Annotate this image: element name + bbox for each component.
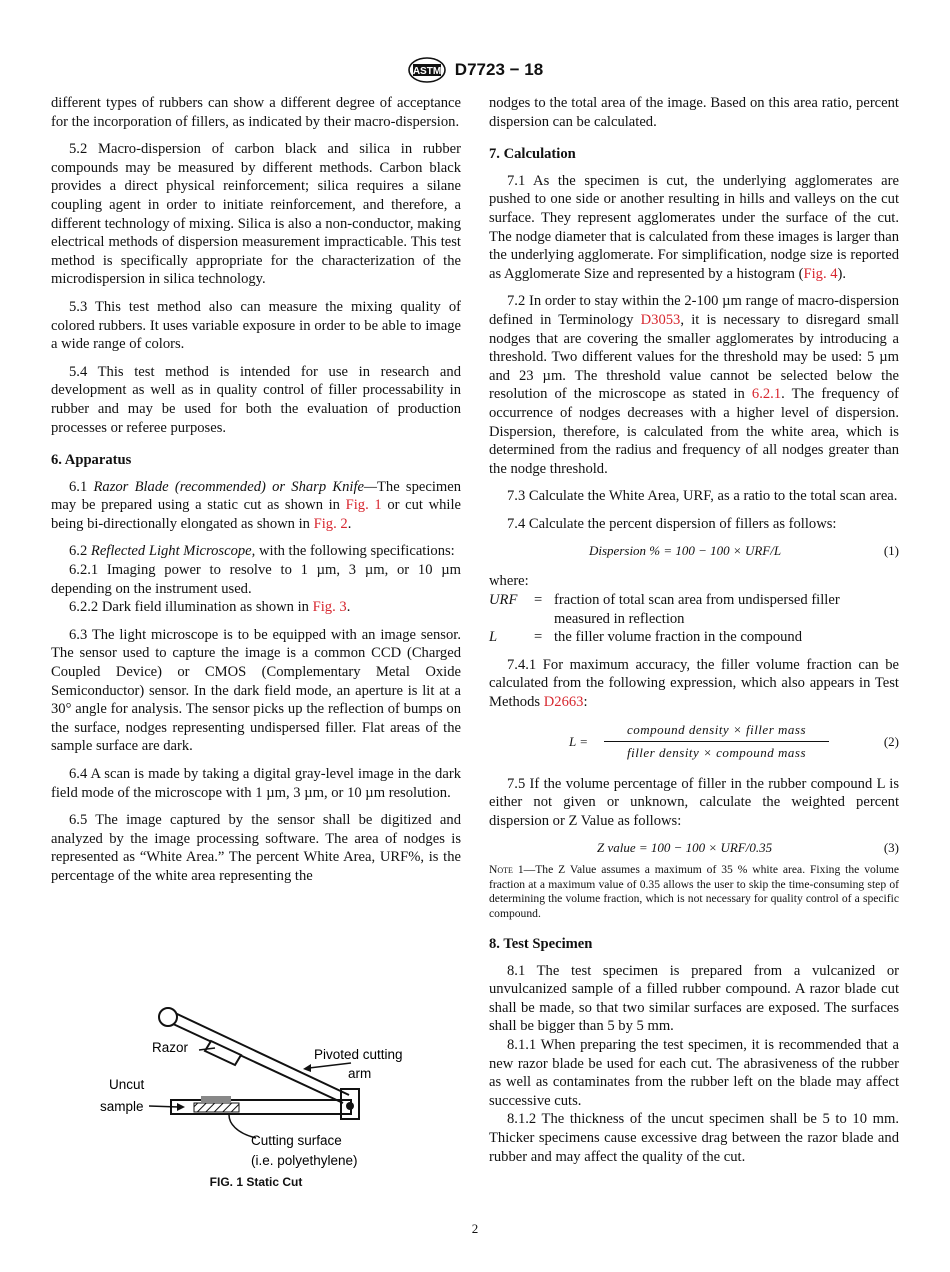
label-surface-line2: (i.e. polyethylene): [251, 1153, 358, 1168]
paragraph-7-1: 7.1 As the specimen is cut, the underlying agglomerates are pushed to one side or another resulting in hills and valleys on the cut surface. They represent agglomerates under the surface of the cut. The nodge diameter that is calculated from these images is larger than the underlying agglomerate. For simplification, nodge size is reported as Agglomerate Size and represented by a histogram (Fig. 4).: [489, 172, 899, 282]
fig-2-link[interactable]: Fig. 2: [313, 515, 348, 532]
label-razor: Razor: [152, 1040, 189, 1055]
paragraph-7-3: 7.3 Calculate the White Area, URF, as a ratio to the total scan area.: [507, 488, 898, 505]
paragraph-6-5: 6.5 The image captured by the sensor shall be digitized and analyzed by the image processing software. The area of nodges is represented as “White Area.” The percent White Area, URF%, is the percentage of the white area representing the: [51, 812, 461, 884]
section-7-heading: 7. Calculation: [489, 146, 576, 163]
paragraph-7-4: 7.4 Calculate the percent dispersion of fillers as follows:: [507, 515, 837, 532]
section-6-heading: 6. Apparatus: [51, 452, 132, 469]
section-8-heading: 8. Test Specimen: [489, 936, 593, 953]
astm-logo-icon: [407, 56, 447, 84]
paragraph-8-1-1: 8.1.1 When preparing the test specimen, it is recommended that a new razor blade be used for each cut. The abrasiveness of the rubber as well as contaminates from the rubber left on the blade may affect successive cuts.: [489, 1037, 899, 1109]
variable-definitions: [489, 591, 899, 647]
fig-3-link[interactable]: Fig. 3: [312, 599, 347, 616]
equation-1: Dispersion % = 100 − 100 × URF/L (1): [589, 543, 899, 559]
paragraph-5-2: 5.2 Macro-dispersion of carbon black and silica in rubber compounds may be measured by different methods. Carbon black provides a direct physical reinforcement; silica requires a silane coupling agent in order to initiate reinforcement, and therefore, a different technology of mixing. Silica is also a non-conductor, making electrical methods of dispersion measurement impracticable. This test method is specifically appropriate for the characterization of the microdispersion in silica technology.: [51, 141, 461, 288]
fig-1-link[interactable]: Fig. 1: [345, 497, 382, 514]
paragraph-6-5-continued: nodges to the total area of the image. Based on this area ratio, percent dispersion can be calculated.: [489, 95, 899, 130]
document-id: D7723 − 18: [454, 60, 544, 79]
figure-1: [51, 1003, 461, 1193]
paragraph-6-1: 6.1 Razor Blade (recommended) or Sharp Knife—The specimen may be prepared using a static cut as shown in Fig. 1 or cut while being bi-directionally elongated as shown in Fig. 2.: [51, 478, 462, 532]
label-pivot-line2: arm: [348, 1066, 372, 1081]
paragraph-6-2-1: 6.2.1 Imaging power to resolve to 1 µm, 3 µm, or 10 µm depending on the instrument used.: [51, 562, 461, 597]
definition-l: L = the filler volume fraction in the compound: [489, 629, 803, 646]
paragraph-7-2: 7.2 In order to stay within the 2-100 µm range of macro-dispersion defined in Terminology D3053, it is necessary to disregard small nodges that are covering the smaller agglomerates by introducing a threshold. Two different values for the threshold may be used: 5 µm and 23 µm. The threshold value cannot be selected below the resolution of the microscope as stated in 6.2.1. The frequency of occurrence of nodges decreases with a higher level of dispersion. Dispersion, therefore, is calculated from the white area, which is determined from the radius and frequency of all nodges greater than the nodge threshold.: [489, 293, 900, 477]
razor-blade-shape: [205, 1041, 241, 1065]
d2663-link[interactable]: D2663: [543, 694, 584, 711]
page-number: 2: [471, 1221, 479, 1236]
paragraph-6-3: 6.3 The light microscope is to be equipped with an image sensor. The sensor used to capture the image is a common CCD (Charged Coupled Device) or CMOS (Complementary Metal Oxide Semiconductor) sensor. In the dark field mode, an aperture is lit at a 30° angle for analysis. The sensor picks up the reflection of bumps on the surface, nodges representing undispersed filler. Flat areas of the sample surface are dark.: [51, 626, 461, 755]
page-header: [0, 56, 950, 84]
where-label: where:: [489, 573, 529, 590]
paragraph-5-3: 5.3 This test method also can measure the mixing quality of colored rubbers. It uses variable exposure in order to be able to image a wide range of colors.: [51, 298, 461, 353]
pivot-pin: [346, 1102, 354, 1110]
paragraph-8-1-2: 8.1.2 The thickness of the uncut specimen shall be 5 to 10 mm. Thicker specimens cause excessive drag between the razor blade and rubber and may affect the quality of the cut.: [489, 1111, 899, 1165]
label-uncut-line1: Uncut: [109, 1077, 145, 1092]
paragraph-7-5: 7.5 If the volume percentage of filler in the rubber compound L is either not given or unknown, calculate the weighted percent dispersion or Z Value as follows:: [489, 775, 899, 829]
sample-top-shape: [201, 1096, 231, 1103]
paragraph-7-4-1: 7.4.1 For maximum accuracy, the filler volume fraction can be calculated from the following expression, which also appears in Test Methods D2663:: [489, 656, 899, 711]
label-uncut-line2: sample: [100, 1099, 144, 1114]
equation-3: Z value = 100 − 100 × URF/0.35 (3): [597, 840, 899, 856]
equation-2: L = compound density × filler mass filler density × compound mass (2): [569, 721, 899, 761]
uncut-sample-shape: [194, 1103, 239, 1112]
paragraph-5-4: 5.4 This test method is intended for use in research and development as well as in quality control of filler processability in rubber and may be used for both the evaluation of production processes or referee purposes.: [51, 363, 461, 436]
svg-text:ASTM: ASTM: [412, 66, 441, 77]
section-6-2-1-link[interactable]: 6.2.1: [751, 386, 782, 403]
paragraph-6-4: 6.4 A scan is made by taking a digital gray-level image in the dark field mode of the microscope with 1 µm, 3 µm, or 10 µm resolution.: [51, 766, 461, 801]
definition-urf: URF = fraction of total scan area from undispersed filler measured in reflection: [489, 592, 840, 627]
label-surface-line1: Cutting surface: [251, 1133, 342, 1148]
paragraph-5-1-continued: different types of rubbers can show a different degree of acceptance for the incorporation of fillers, as indicated by their macro-dispersion.: [51, 95, 461, 130]
paragraph-8-1: 8.1 The test specimen is prepared from a vulcanized or unvulcanized sample of a filled rubber compound. A razor blade cut shall be made, so that two similar surfaces are exposed. The surfaces shall be bigger than 5 by 5 mm.: [489, 962, 899, 1035]
d3053-link[interactable]: D3053: [640, 311, 681, 328]
figure-caption: FIG. 1 Static Cut: [209, 1175, 303, 1189]
paragraph-6-2-2: 6.2.2 Dark field illumination as shown in Fig. 3.: [69, 599, 351, 616]
static-cut-diagram: [51, 1003, 461, 1173]
paragraph-6-2: 6.2 Reflected Light Microscope, with the following specifications:: [69, 543, 455, 560]
label-pivot-line1: Pivoted cutting: [314, 1047, 403, 1062]
fig-4-link[interactable]: Fig. 4: [803, 265, 838, 282]
arm-handle: [159, 1008, 177, 1026]
right-column: [489, 94, 899, 1166]
left-column: [51, 94, 461, 895]
note-1: Note 1—The Z Value assumes a maximum of 35 % white area. Fixing the volume fraction at a maximum value of 0.35 allows the user to skip the time-consuming step of determining the volume fraction, which is not necessary for quality control of a specific compound.: [489, 863, 899, 920]
